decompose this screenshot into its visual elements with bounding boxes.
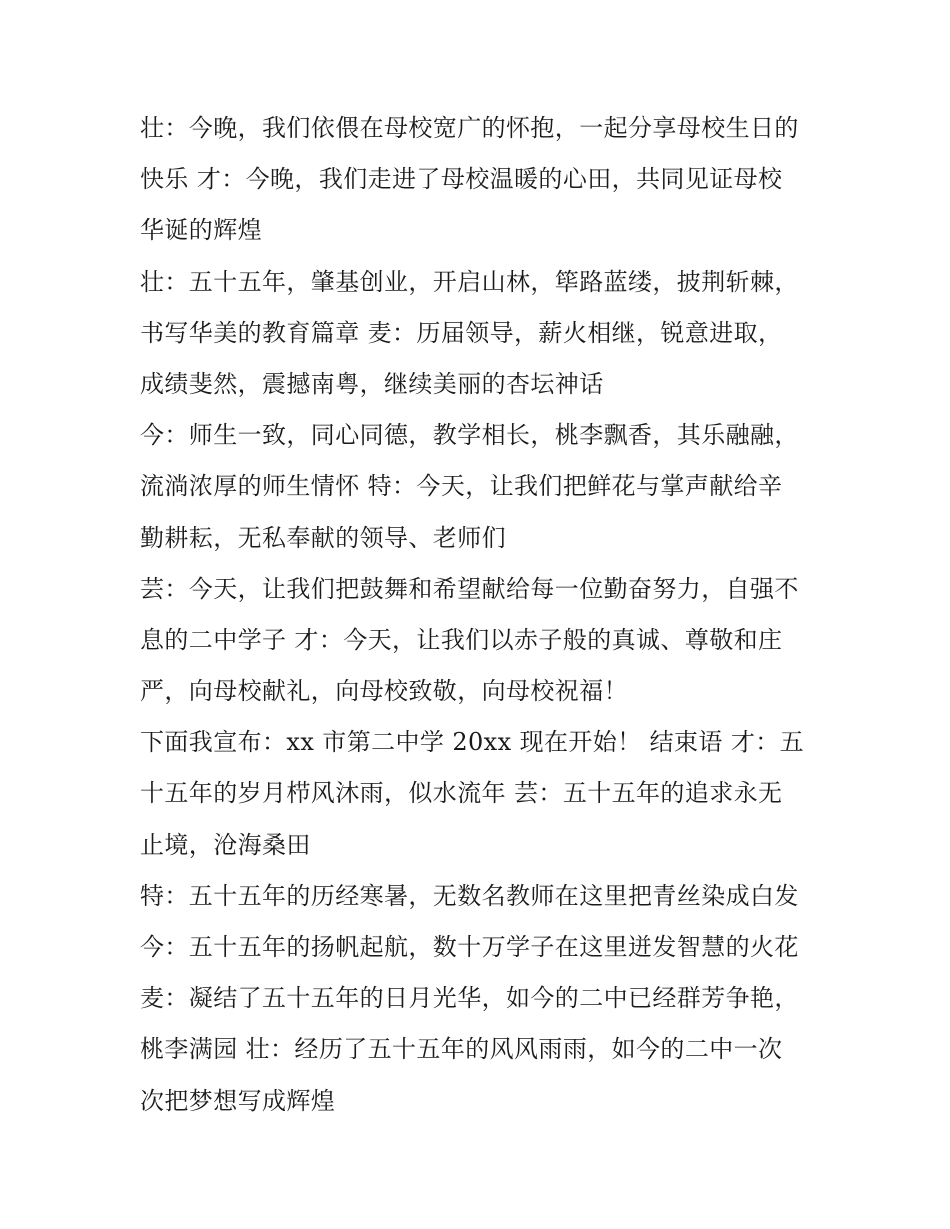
text-line: 壮：五十五年，肇基创业，开启山林，筚路蓝缕，披荆斩棘， [140, 267, 799, 296]
text-line: 严，向母校献礼，向母校致敬，向母校祝福！ [140, 677, 628, 706]
text-line: 书写华美的教育篇章 麦：历届领导，薪火相继，锐意进取， [140, 318, 783, 347]
text-line: 息的二中学子 才：今天，让我们以赤子般的真诚、尊敬和庄 [140, 625, 783, 654]
text-line: 快乐 才：今晚，我们走进了母校温暖的心田，共同见证母校 [140, 165, 783, 194]
text-line: 今：五十五年的扬帆起航，数十万学子在这里迸发智慧的火花 [140, 933, 799, 961]
text-line: 流淌浓厚的师生情怀 特：今天，让我们把鲜花与掌声献给辛 [140, 472, 783, 501]
text-line: 芸：今天，让我们把鼓舞和希望献给每一位勤奋努力，自强不 [140, 574, 799, 603]
text-line: 下面我宣布：xx 市第二中学 20xx 现在开始！ 结束语 才：五 [140, 728, 805, 757]
text-line: 今：师生一致，同心同德，教学相长，桃李飘香，其乐融融， [140, 421, 799, 450]
text-line: 特：五十五年的历经寒暑，无数名教师在这里把青丝染成白发 [140, 881, 799, 910]
text-line: 桃李满园 壮：经历了五十五年的风风雨雨，如今的二中一次 [140, 1035, 783, 1064]
text-line: 次把梦想写成辉煌 [140, 1086, 336, 1115]
text-line: 麦：凝结了五十五年的日月光华，如今的二中已经群芳争艳， [140, 984, 799, 1013]
text-line: 壮：今晚，我们依偎在母校宽广的怀抱，一起分享母校生日的 [140, 114, 799, 142]
document-body [140, 103, 820, 1127]
text-line: 成绩斐然，震撼南粤，继续美丽的杏坛神话 [140, 369, 604, 398]
text-line: 华诞的辉煌 [140, 216, 262, 245]
text-line: 十五年的岁月栉风沐雨，似水流年 芸：五十五年的追求永无 [140, 779, 783, 808]
text-line: 勤耕耘，无私奉献的领导、老师们 [140, 523, 506, 552]
text-line: 止境，沧海桑田 [140, 830, 311, 859]
